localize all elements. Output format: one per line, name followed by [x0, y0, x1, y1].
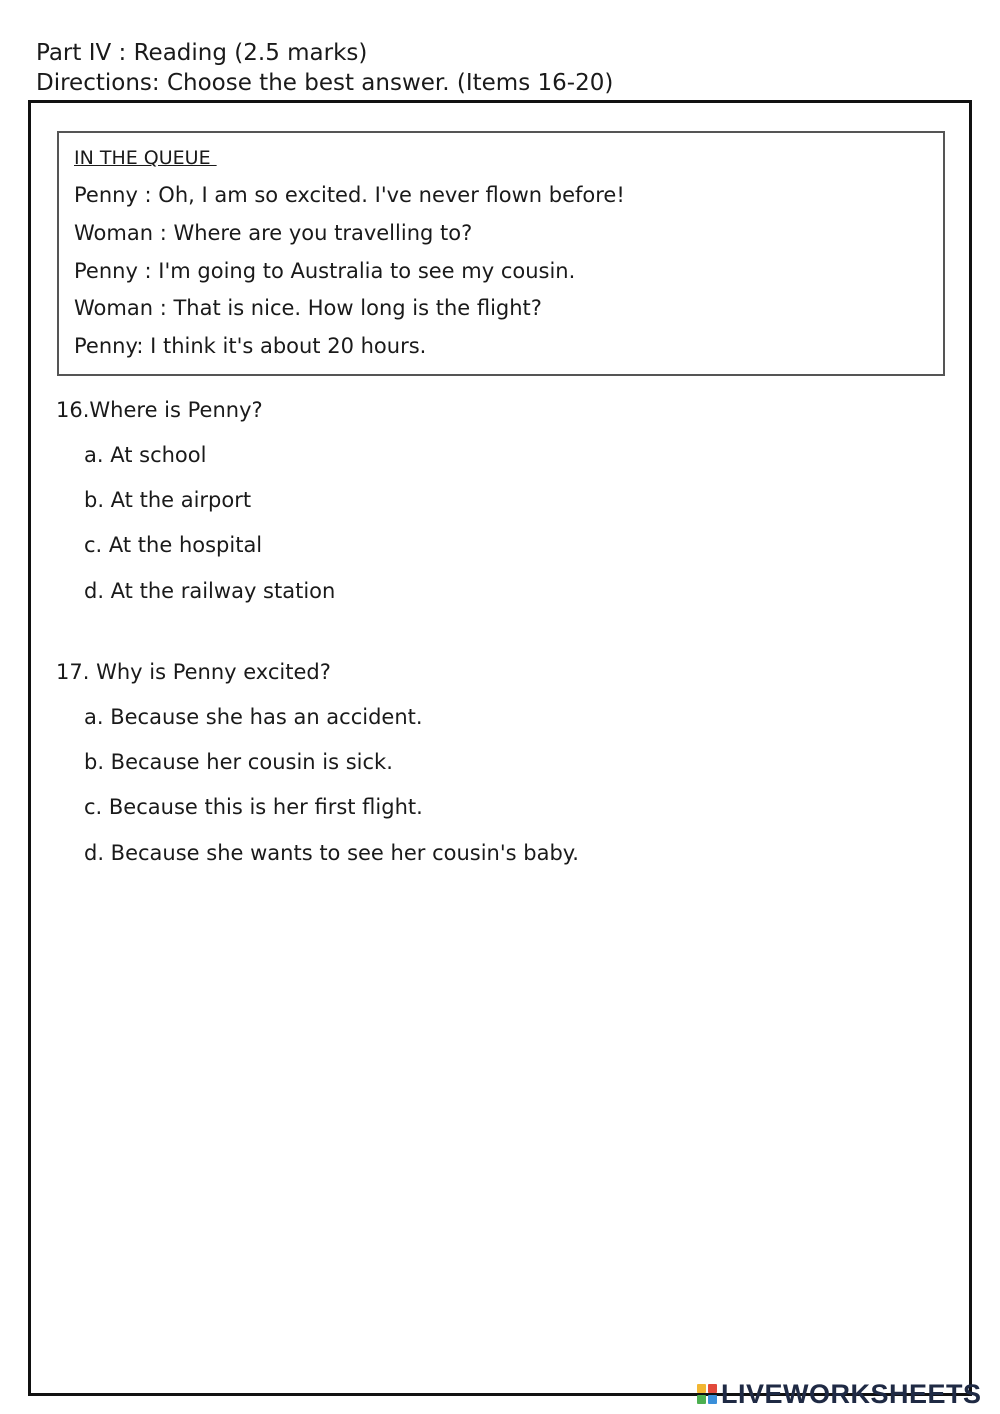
- section-heading: Part IV : Reading (2.5 marks): [36, 40, 368, 66]
- option-16-a[interactable]: a. At school: [84, 443, 207, 467]
- option-17-a[interactable]: a. Because she has an accident.: [84, 705, 423, 729]
- dialogue-line: Woman : Where are you travelling to?: [74, 221, 473, 245]
- logo-block: [708, 1395, 717, 1404]
- brand-text: LIVEWORKSHEETS: [721, 1378, 982, 1409]
- option-17-b[interactable]: b. Because her cousin is sick.: [84, 750, 393, 774]
- option-16-d[interactable]: d. At the railway station: [84, 579, 336, 603]
- option-16-b[interactable]: b. At the airport: [84, 488, 252, 512]
- option-17-d[interactable]: d. Because she wants to see her cousin's baby.: [84, 841, 579, 865]
- logo-block: [697, 1384, 706, 1393]
- logo-block: [697, 1395, 706, 1404]
- logo-blocks-icon: [697, 1384, 717, 1404]
- dialogue-title: IN THE QUEUE: [74, 147, 217, 169]
- liveworksheets-logo: [697, 1380, 982, 1408]
- dialogue-line: Penny : I'm going to Australia to see my cousin.: [74, 259, 576, 283]
- dialogue-line: Penny : Oh, I am so excited. I've never flown before!: [74, 183, 625, 207]
- option-16-c[interactable]: c. At the hospital: [84, 533, 263, 557]
- question-16: 16.Where is Penny?: [56, 398, 263, 422]
- dialogue-line: Penny: I think it's about 20 hours.: [74, 334, 427, 358]
- option-17-c[interactable]: c. Because this is her first flight.: [84, 795, 423, 819]
- question-17: 17. Why is Penny excited?: [56, 660, 331, 684]
- logo-block: [708, 1384, 717, 1393]
- directions-text: Directions: Choose the best answer. (Items 16-20): [36, 70, 614, 96]
- dialogue-line: Woman : That is nice. How long is the flight?: [74, 296, 542, 320]
